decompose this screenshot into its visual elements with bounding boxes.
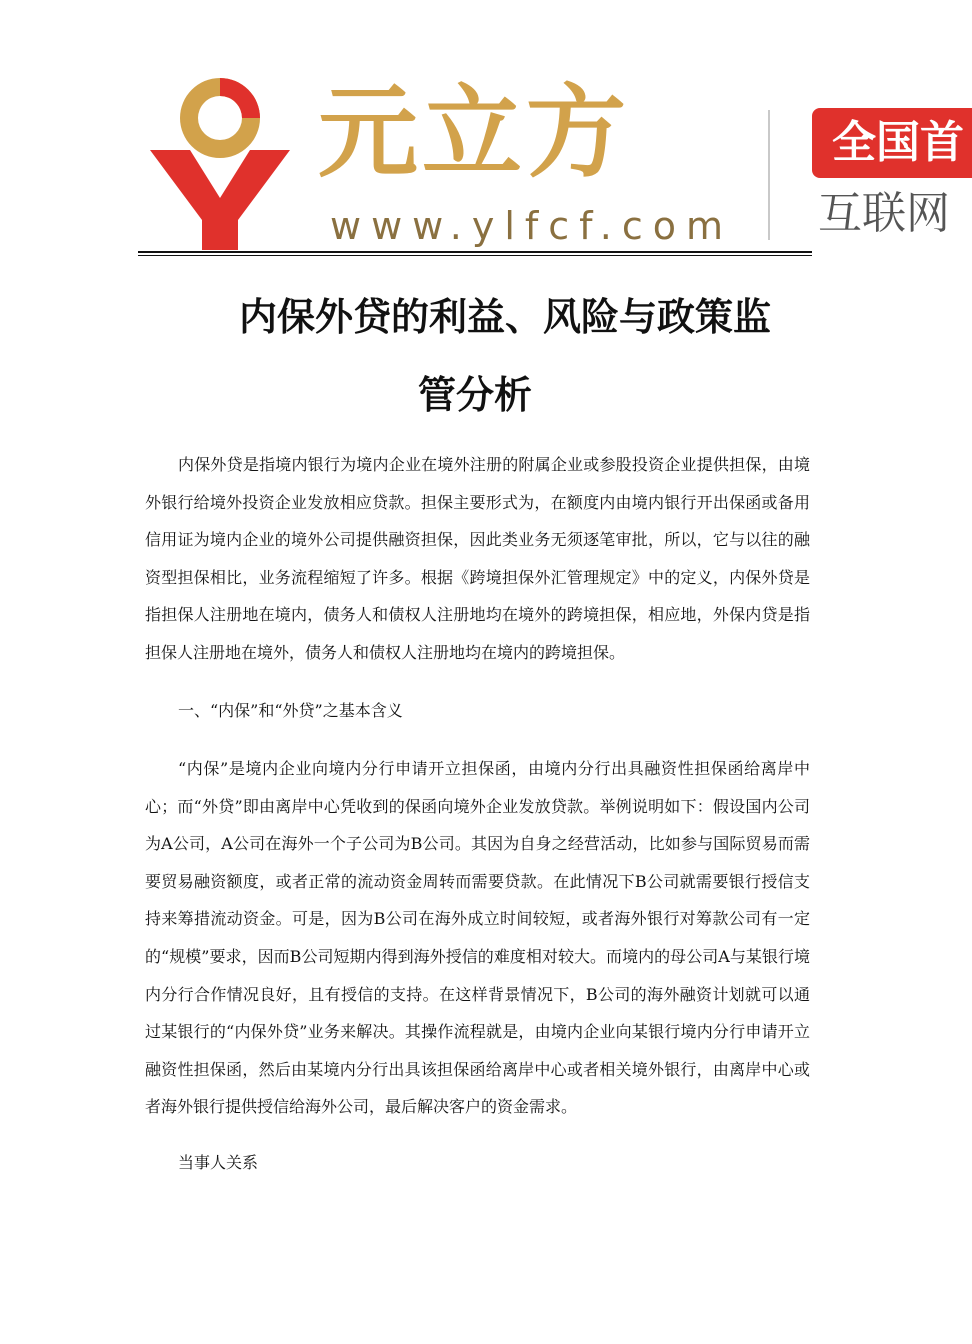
brand-url: www.ylfcf.com (330, 204, 733, 248)
badge (812, 108, 972, 178)
title-line-2: 管分析 (417, 372, 532, 417)
section-heading-1: 一、“内保”和“外贷”之基本含义 (178, 701, 403, 720)
header-divider (768, 110, 770, 240)
header-rule (138, 251, 812, 253)
badge-text: 全国首 (832, 117, 964, 168)
page-title (140, 278, 810, 434)
page-header (0, 0, 964, 262)
paragraph-definition: “内保”是境内企业向境内分行申请开立担保函，由境内分行出具融资性担保函给离岸中心；而“外贷”即由离岸中心凭收到的保函向境外企业发放贷款。举例说明如下：假设国内公司为A公司，A公司在海外一个子公司为B公司。其因为自身之经营活动，比如参与国际贸易而需要贸易融资额度，或者正常的流动资金周转而需要贷款。在此情况下B公司就需要银行授信支持来筹措流动资金。可是，因为B公司在海外成立时间较短，或者海外银行对筹款公司有一定的“规模”要求，因而B公司短期内得到海外授信的难度相对较大。而境内的母公司A与某银行境内分行合作情况良好，且有授信的支持。在这样背景情况下，B公司的海外融资计划就可以通过某银行的“内保外贷”业务来解决。其操作流程就是，由境内企业向某银行境内分行申请开立融资性担保函，然后由某境内分行出具该担保函给离岸中心或者相关境外银行，由离岸中心或者海外银行提供授信给海外公司，最后解决客户的资金需求。 (145, 759, 810, 1117)
title-line-1: 内保外贷的利益、风险与政策监 (238, 294, 771, 339)
section-heading-2: 当事人关系 (178, 1153, 259, 1172)
header-rule-thin (138, 255, 812, 256)
brand-name: 元立方 (318, 74, 630, 191)
paragraph-intro: 内保外贷是指境内银行为境内企业在境外注册的附属企业或参股投资企业提供担保，由境外银行给境外投资企业发放相应贷款。担保主要形式为，在额度内由境内银行开出保函或备用信用证为境内企业的境外公司提供融资担保，因此类业务无须逐笔审批，所以，它与以往的融资型担保相比，业务流程缩短了许多。根据《跨境担保外汇管理规定》中的定义，内保外贷是指担保人注册地在境内，债务人和债权人注册地均在境外的跨境担保，相应地，外保内贷是指担保人注册地在境外，债务人和债权人注册地均在境内的跨境担保。 (145, 455, 810, 662)
logo-icon (150, 70, 290, 250)
tagline: 互联网 (818, 188, 950, 239)
